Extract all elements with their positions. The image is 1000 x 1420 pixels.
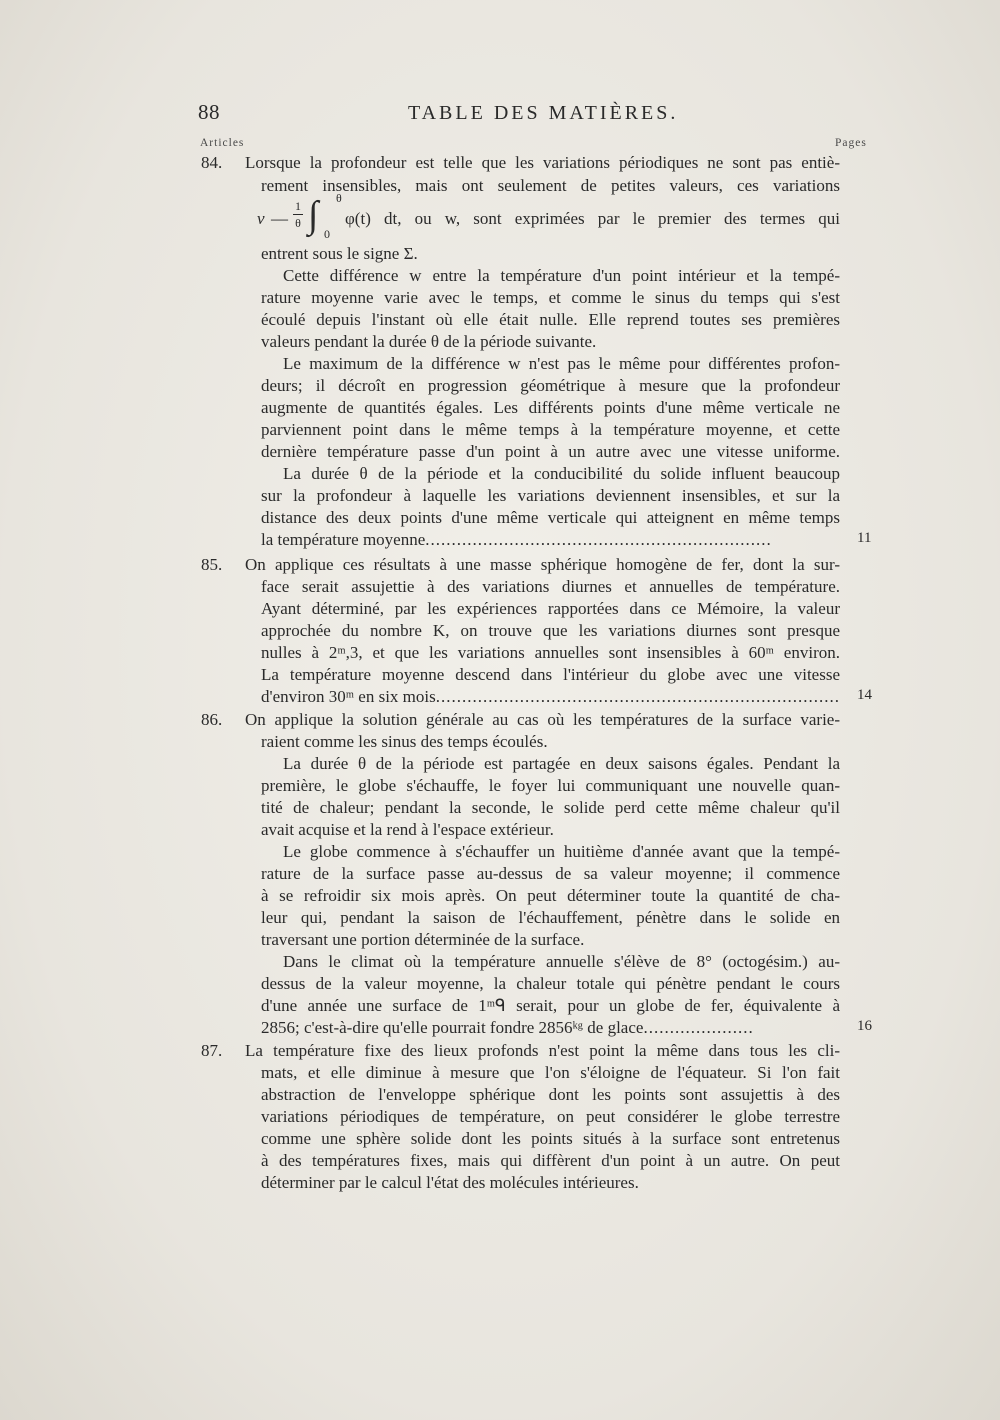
dot-leader: .................................................................. bbox=[425, 530, 772, 549]
page-reference: 11 bbox=[857, 530, 872, 546]
text-line: comme une sphère solide dont les points situés à la surface sont entretenus bbox=[261, 1129, 840, 1148]
articles-column-label: Articles bbox=[200, 137, 245, 149]
pages-column-label: Pages bbox=[835, 137, 867, 149]
text-line: leur qui, pendant la saison de l'échauffement, pénètre dans le solide en bbox=[261, 908, 840, 927]
text-line: rature moyenne varie avec le temps, et comme le sinus du temps qui s'est bbox=[261, 288, 840, 307]
formula-minus: — bbox=[271, 209, 288, 228]
fraction-numerator: 1 bbox=[295, 199, 301, 213]
text-line: d'une année une surface de 1ᵐᑫ serait, pour un globe de fer, équivalente à bbox=[261, 996, 840, 1015]
text-line: distance des deux points d'une même verticale qui atteignent en même temps bbox=[261, 508, 840, 527]
text-line: On applique ces résultats à une masse sphérique homogène de fer, dont la sur- bbox=[245, 555, 840, 574]
text-line: sur la profondeur à laquelle les variations deviennent insensibles, et sur la bbox=[261, 486, 840, 505]
text-fragment: la température moyenne bbox=[261, 530, 426, 549]
text-line: à se refroidir six mois après. On peut déterminer toute la quantité de cha- bbox=[261, 886, 840, 905]
text-line: dessus de la valeur moyenne, la chaleur totale qui pénètre pendant le cours bbox=[261, 974, 840, 993]
text-line: déterminer par le calcul l'état des molécules intérieures. bbox=[261, 1173, 639, 1192]
text-line: parviennent point dans le même temps à la température moyenne, et cette bbox=[261, 420, 840, 439]
text-line: raient comme les sinus des temps écoulés. bbox=[261, 732, 548, 751]
text-line: approchée du nombre K, on trouve que les variations diurnes sont presque bbox=[261, 621, 840, 640]
text-line: Ayant déterminé, par les expériences rapportées dans ce Mémoire, la valeur bbox=[261, 599, 840, 618]
integral-formula bbox=[213, 191, 840, 241]
text-line: La température fixe des lieux profonds n'est point la même dans tous les cli- bbox=[245, 1041, 840, 1060]
text-line: tité de chaleur; pendant la seconde, le solide perd cette même chaleur qu'il bbox=[261, 798, 840, 817]
text-line: Cette différence w entre la température d'un point intérieur et la tempé- bbox=[283, 266, 840, 285]
integral-sign: ∫ bbox=[308, 194, 319, 236]
text-line: mats, et elle diminue à mesure que l'on s'éloigne de l'équateur. Si l'on fait bbox=[261, 1063, 840, 1082]
text-line: Lorsque la profondeur est telle que les variations périodiques ne sont pas entiè- bbox=[245, 153, 840, 172]
formula-fraction bbox=[293, 199, 303, 230]
text-line: entrent sous le signe Σ. bbox=[261, 244, 418, 263]
article-number: 84. bbox=[201, 153, 223, 172]
text-fragment: d'environ 30ᵐ en six mois bbox=[261, 687, 436, 706]
running-title: TABLE DES MATIÈRES. bbox=[408, 102, 679, 124]
text-line: nulles à 2ᵐ,3, et que les variations annuelles sont insensibles à 60ᵐ environ. bbox=[261, 643, 840, 662]
text-line: traversant une portion déterminée de la surface. bbox=[261, 930, 585, 949]
text-line-with-leader bbox=[261, 686, 840, 708]
text-line-with-leader bbox=[261, 529, 840, 551]
fraction-denominator: θ bbox=[295, 216, 301, 230]
page-reference: 16 bbox=[857, 1018, 872, 1034]
text-line: Dans le climat où la température annuelle s'élève de 8° (octogésim.) au- bbox=[283, 952, 840, 971]
text-line: augmente de quantités égales. Les différents points d'une même verticale ne bbox=[261, 398, 840, 417]
text-line: La durée θ de la période et la conducibilité du solide influent beaucoup bbox=[283, 464, 840, 483]
text-line: rement insensibles, mais ont seulement de petites valeurs, ces variations bbox=[261, 176, 840, 195]
fraction-bar bbox=[293, 214, 303, 215]
text-fragment: 2856; c'est-à-dire qu'elle pourrait fondre 2856ᵏᵍ de glace bbox=[261, 1018, 644, 1037]
integral-lower-bound: 0 bbox=[324, 227, 330, 241]
text-line: avait acquise et la rend à l'espace extérieur. bbox=[261, 820, 554, 839]
text-line: La durée θ de la période est partagée en deux saisons égales. Pendant la bbox=[283, 754, 840, 773]
text-line: face serait assujettie à des variations diurnes et annuelles de température. bbox=[261, 577, 840, 596]
text-line: rature de la surface passe au-dessus de sa valeur moyenne; il commence bbox=[261, 864, 840, 883]
formula-text: φ(t) dt, ou w, sont exprimées par le premier des termes qui bbox=[345, 209, 840, 228]
page-reference: 14 bbox=[857, 687, 872, 703]
text-line: abstraction de l'enveloppe sphérique dont les points sont assujettis à des bbox=[261, 1085, 840, 1104]
page-number: 88 bbox=[198, 100, 220, 124]
text-line: Le globe commence à s'échauffer un huitième d'année avant que la tempé- bbox=[283, 842, 840, 861]
integral-upper-bound: θ bbox=[336, 191, 342, 205]
article-number: 85. bbox=[201, 555, 223, 574]
text-line: valeurs pendant la durée θ de la période suivante. bbox=[261, 332, 597, 351]
text-line: La température moyenne descend dans l'intérieur du globe avec une vitesse bbox=[261, 665, 840, 684]
text-line: Le maximum de la différence w n'est pas le même pour différentes profon- bbox=[283, 354, 840, 373]
text-line: écoulé depuis l'instant où elle était nulle. Elle reprend toutes ses premières bbox=[261, 310, 840, 329]
dot-leader: ..................... bbox=[643, 1018, 754, 1037]
text-line: première, le globe s'échauffe, le foyer lui communiquant une nouvelle quan- bbox=[261, 776, 840, 795]
article-number: 86. bbox=[201, 710, 223, 729]
text-line: deurs; il décroît en progression géométrique à mesure que la profondeur bbox=[261, 376, 840, 395]
article-number: 87. bbox=[201, 1041, 223, 1060]
text-line-with-leader bbox=[261, 1017, 840, 1039]
text-line: On applique la solution générale au cas où les températures de la surface varie- bbox=[245, 710, 840, 729]
formula-variable: v bbox=[257, 209, 265, 228]
dot-leader: ............................................................................. bbox=[435, 687, 840, 706]
text-line: à des températures fixes, mais qui diffèrent d'un point à un autre. On peut bbox=[261, 1151, 840, 1170]
text-line: dernière température passe d'un point à un autre avec une vitesse uniforme. bbox=[261, 442, 840, 461]
text-line: variations périodiques de température, on peut considérer le globe terrestre bbox=[261, 1107, 840, 1126]
